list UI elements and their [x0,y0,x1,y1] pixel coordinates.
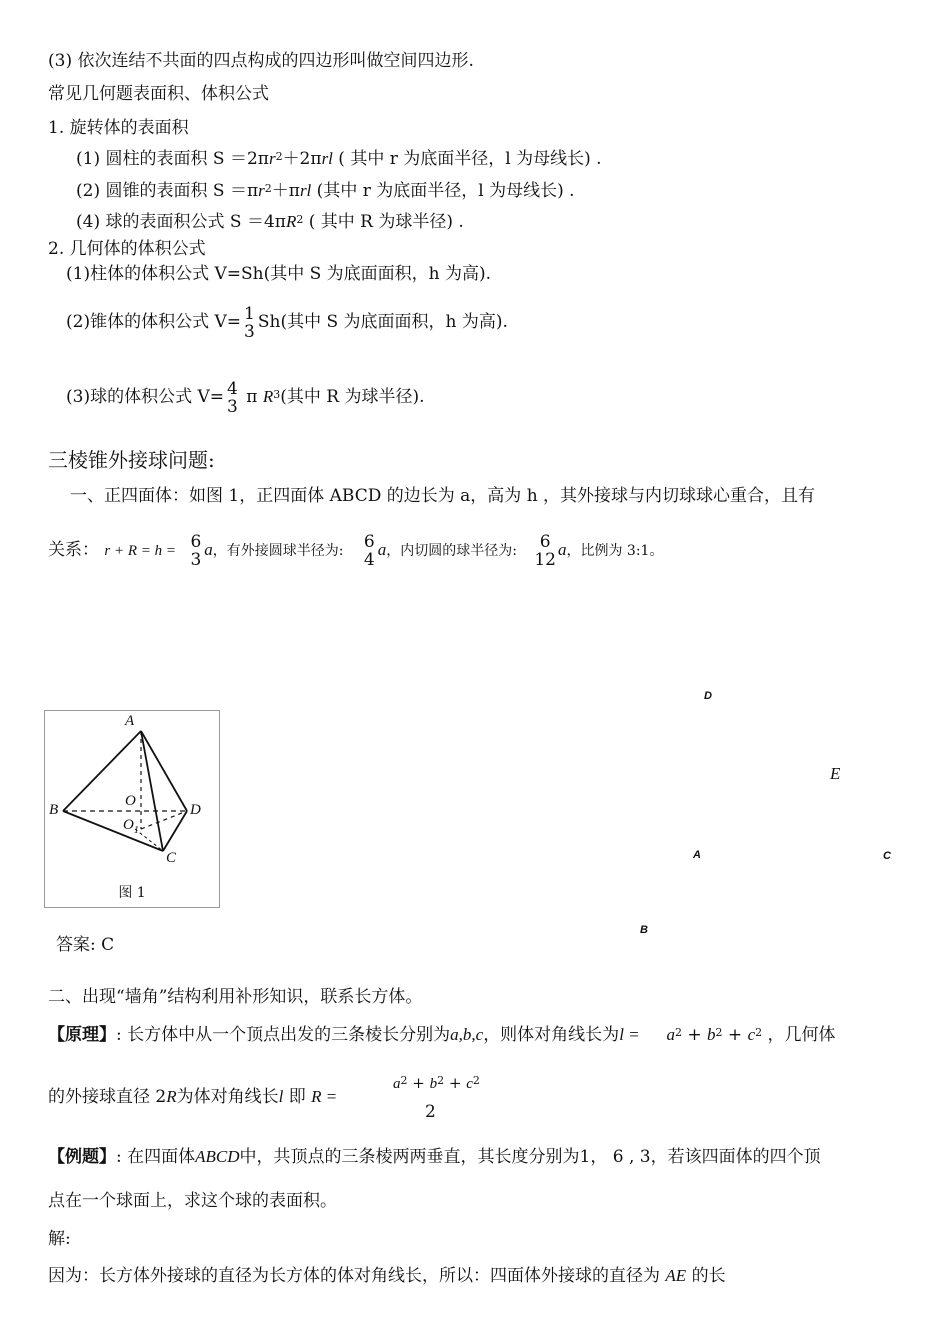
var-a: a [557,540,567,559]
var-l: l [278,1087,284,1106]
example-t1: : 在四面体 [116,1147,196,1167]
var-R: R [285,212,297,231]
fraction [243,305,256,341]
pyramid-volume-formula [66,300,508,344]
denominator: 4 [363,549,375,570]
because-line [48,1265,726,1287]
edge-DC [163,811,187,851]
denominator: 3 [190,549,202,570]
principle-label: 【原理】 [48,1025,116,1045]
o-letter: O [123,817,134,833]
numerator: 4 [227,378,238,399]
cone-post: (其中 r 为底面半径，l 为母线长) . [311,181,575,201]
numerator: 1 [244,303,255,324]
var-abc: a,b,c [450,1025,484,1044]
edge-BC [63,811,163,851]
label-C: C [166,850,177,866]
line2-t2: 为体对角线长 [176,1087,279,1107]
fraction-2 [363,533,376,569]
var-a: a [377,540,387,559]
example-label: 【例题】 [48,1147,116,1167]
principle-line [48,1024,836,1046]
var-rl: rl [321,149,333,168]
sup: 3 [273,388,281,401]
line2-t1: 的外接球直径 2 [48,1087,167,1107]
var-r: r [268,149,276,168]
R-denominator: 2 [425,1102,436,1122]
cyl-post: ( 其中 r 为底面半径，l 为母线长) . [332,149,602,169]
sph-post: ( 其中 R 为球半径) . [303,212,464,232]
cone-pre: (2) 圆锥的表面积 S ＝π [76,181,259,201]
var-c: c [466,1076,473,1092]
var-rl: rl [299,181,312,200]
ball-pre: (3)球的体积公式 V= [66,387,225,407]
cyl-mid: ＋2π [282,149,322,169]
fraction-3 [534,533,556,569]
numerator: 6 [539,531,551,552]
sup: 2 [715,1026,723,1039]
point-A: A [693,849,701,861]
center-line [141,811,187,829]
principle-t2: ，则体对角线长为 [483,1025,620,1045]
pyr-pre: (2)锥体的体积公式 V= [66,312,242,332]
sup: 2 [264,182,272,195]
R-eq: R = [311,1087,338,1106]
point-C: C [883,850,891,862]
pyr-post: Sh(其中 S 为底面面积，h 为高). [257,312,508,332]
sup: 2 [296,213,304,226]
prism-volume-formula: (1)柱体的体积公式 V=Sh(其中 S 为底面面积，h 为高). [66,264,492,284]
plus: + [722,1025,748,1045]
var-R: R [166,1087,177,1106]
cyl-pre: (1) 圆柱的表面积 S ＝2π [76,149,269,169]
rel-pre: 关系： [48,540,99,560]
var-c: c [747,1025,756,1044]
surface-heading: 1. 旋转体的表面积 [48,118,189,138]
line2-t3: 即 [283,1087,306,1107]
sup: 2 [674,1026,682,1039]
part2-title: 二、出现“墙角”结构利用补形知识，联系长方体。 [48,987,423,1007]
principle-t1: : 长方体中从一个顶点出发的三条棱长分别为 [116,1025,451,1045]
rel-t1: ，有外接圆球半径为: [212,543,344,559]
plus: + [681,1025,708,1045]
principle-t3: ，几何体 [767,1025,836,1045]
l-eq: l = [619,1025,640,1044]
point-B: B [640,924,648,936]
section-title: 三棱锥外接球问题: [48,448,215,472]
sup: 2 [275,150,283,163]
sup: 2 [400,1074,408,1087]
point-E: E [830,764,841,783]
ball-volume-formula [66,375,425,419]
figure-caption: 图 1 [118,885,146,901]
example-line-2: 点在一个球面上，求这个球的表面积。 [48,1191,337,1211]
fraction-1 [189,533,202,569]
solution-label: 解: [48,1229,71,1249]
point-D: D [704,690,712,702]
var-AE: AE [665,1266,687,1285]
pi: π [240,387,263,407]
cone-surface-formula [76,180,575,202]
var-r: r [258,181,265,200]
sup: 2 [755,1026,763,1039]
var-a: a [393,1076,401,1092]
plus: + [407,1074,430,1092]
rel-t3: ，比例为 3:1。 [566,543,664,559]
sup: 2 [437,1074,445,1087]
because-t1: 因为：长方体外接球的直径为长方体的体对角线长，所以：四面体外接球的直径为 [48,1266,660,1286]
figure-1 [44,710,220,908]
because-t2: 的长 [691,1266,726,1286]
numerator: 6 [363,531,375,552]
var-b: b [707,1025,716,1044]
R-numerator [393,1072,480,1095]
tetrahedron-paragraph: 一、正四面体：如图 1，正四面体 ABCD 的边长为 a，高为 h ，其外接球与内切球球心重合，且有 [70,486,816,506]
sph-pre: (4) 球的表面积公式 S ＝4π [76,212,286,232]
sphere-surface-formula [76,211,464,233]
var-a: a [666,1025,675,1044]
cone-mid: ＋π [271,181,300,201]
text-line-3: (3) 依次连结不共面的四点构成的四边形叫做空间四边形. [48,51,474,71]
volume-heading: 2. 几何体的体积公式 [48,239,206,259]
diameter-line [48,1086,337,1108]
rel-t2: ，内切圆的球半径为: [386,543,517,559]
cylinder-surface-formula [76,148,602,170]
example-t2: 中，共顶点的三条棱两两垂直，其长度分别为1， 6 , 3，若该四面体的四个顶 [239,1147,821,1167]
relation-line [48,528,663,573]
label-O1 [123,817,139,836]
example-line-1 [48,1146,821,1168]
var-b: b [429,1076,438,1092]
answer: 答案: C [56,935,115,955]
numerator: 6 [190,531,202,552]
label-B: B [49,802,59,818]
rel-eq: r + R = h = [104,543,177,559]
var-ABCD: ABCD [195,1147,240,1166]
ball-post: (其中 R 为球半径). [280,387,425,407]
label-O: O [125,793,136,809]
sup: 2 [472,1074,480,1087]
var-R: R [262,387,274,406]
fraction [226,380,239,416]
plus: + [444,1074,467,1092]
denominator: 12 [534,549,556,570]
label-A: A [125,713,135,729]
denominator: 3 [227,396,238,417]
var-a: a [204,540,213,559]
subscript-1: 1 [133,825,139,836]
label-D: D [190,802,201,818]
denominator: 3 [244,321,255,342]
formula-section-title: 常见几何题表面积、体积公式 [48,84,269,104]
